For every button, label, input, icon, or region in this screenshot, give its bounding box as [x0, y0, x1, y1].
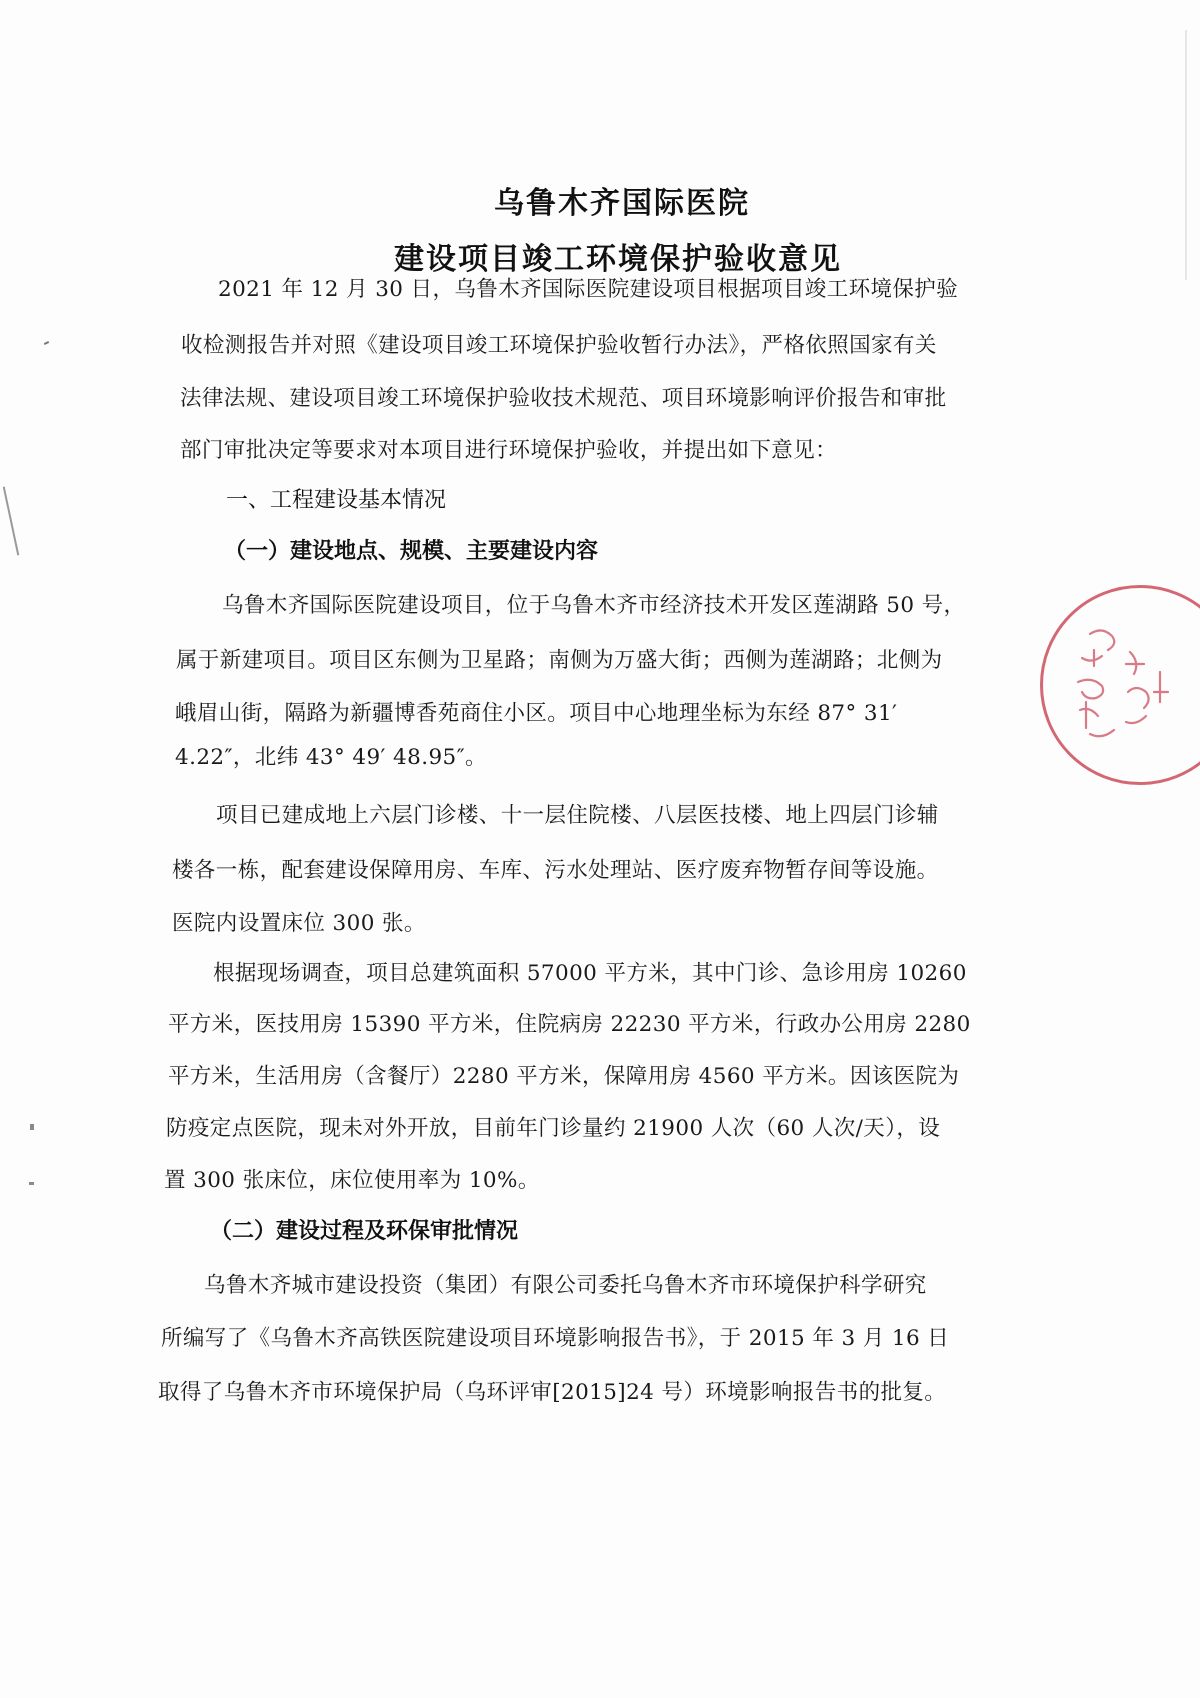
document-title: 乌鲁木齐国际医院 — [494, 186, 750, 221]
body-line: 平方米，医技用房 15390 平方米，住院病房 22230 平方米，行政办公用房 2280 — [168, 1012, 971, 1037]
section-heading: 一、工程建设基本情况 — [226, 488, 447, 513]
subsection-heading: （一）建设地点、规模、主要建设内容 — [224, 538, 599, 564]
scan-mark — [3, 487, 20, 556]
body-line: 4.22″，北纬 43° 49′ 48.95″。 — [175, 745, 487, 770]
scan-mark — [30, 1124, 34, 1130]
body-line: 乌鲁木齐国际医院建设项目，位于乌鲁木齐市经济技术开发区莲湖路 50 号， — [222, 593, 966, 618]
scan-mark — [29, 1182, 34, 1185]
body-line: 属于新建项目。项目区东侧为卫星路；南侧为万盛大街；西侧为莲湖路；北侧为 — [176, 648, 943, 673]
intro-line: 部门审批决定等要求对本项目进行环境保护验收，并提出如下意见： — [180, 438, 838, 463]
body-line: 峨眉山街，隔路为新疆博香苑商住小区。项目中心地理坐标为东经 87° 31′ — [175, 701, 898, 726]
intro-line: 收检测报告并对照《建设项目竣工环境保护验收暂行办法》，严格依照国家有关 — [181, 333, 937, 358]
document-subtitle: 建设项目竣工环境保护验收意见 — [394, 242, 842, 277]
body-line: 根据现场调查，项目总建筑面积 57000 平方米，其中门诊、急诊用房 10260 — [213, 961, 967, 986]
body-line: 防疫定点医院，现未对外开放，目前年门诊量约 21900 人次（60 人次/天），设 — [166, 1116, 941, 1141]
intro-line: 法律法规、建设项目竣工环境保护验收技术规范、项目环境影响评价报告和审批 — [180, 386, 947, 411]
subsection-heading: （二）建设过程及环保审批情况 — [210, 1218, 519, 1244]
body-line: 楼各一栋，配套建设保障用房、车库、污水处理站、医疗废弃物暂存间等设施。 — [172, 858, 939, 883]
body-line: 乌鲁木齐城市建设投资（集团）有限公司委托乌鲁木齐市环境保护科学研究 — [204, 1273, 927, 1298]
seal-script-icon — [1060, 612, 1200, 762]
scan-mark — [44, 341, 49, 345]
body-line: 所编写了《乌鲁木齐高铁医院建设项目环境影响报告书》，于 2015 年 3 月 16 日 — [161, 1326, 950, 1351]
body-line: 平方米，生活用房（含餐厅）2280 平方米，保障用房 4560 平方米。因该医院为 — [168, 1064, 960, 1089]
body-line: 取得了乌鲁木齐市环境保护局（乌环评审[2015]24 号）环境影响报告书的批复。 — [158, 1380, 947, 1405]
intro-line: 2021 年 12 月 30 日，乌鲁木齐国际医院建设项目根据项目竣工环境保护验 — [218, 277, 959, 302]
body-line: 医院内设置床位 300 张。 — [172, 911, 426, 936]
body-line: 置 300 张床位，床位使用率为 10%。 — [164, 1168, 540, 1193]
body-line: 项目已建成地上六层门诊楼、十一层住院楼、八层医技楼、地上四层门诊辅 — [216, 803, 939, 828]
